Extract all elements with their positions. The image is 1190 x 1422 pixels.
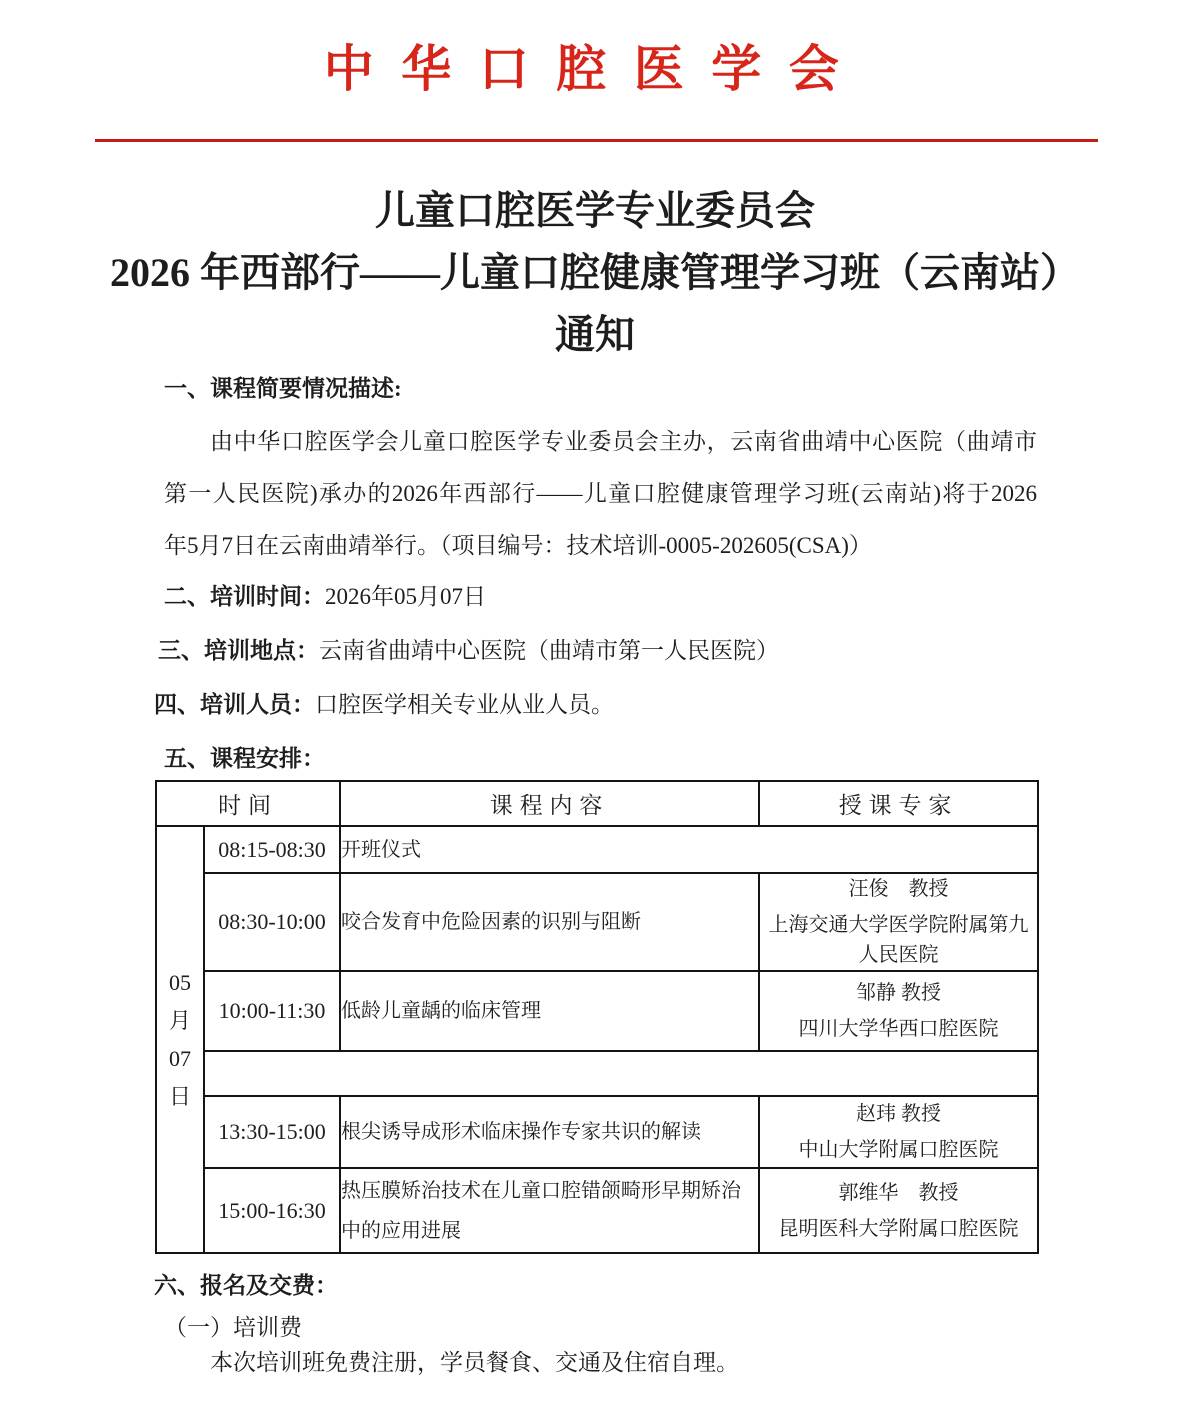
- col-header-content: 课程内容: [340, 781, 759, 826]
- expert-name: 汪俊 教授: [848, 878, 949, 900]
- section-2-value: 2026年05月07日: [325, 584, 486, 609]
- section-1-heading: 一、课程简要情况描述:: [164, 376, 402, 401]
- schedule-row-opening: [156, 826, 1038, 873]
- time-cell: 08:30-10:00: [204, 873, 340, 971]
- course-cell: 根尖诱导成形术临床操作专家共识的解读: [340, 1096, 759, 1168]
- intro-paragraph-line-1: 由中华口腔医学会儿童口腔医学专业委员会主办，云南省曲靖中心医院（曲靖市: [210, 429, 1037, 454]
- expert-name: 郭维华 教授: [838, 1181, 959, 1204]
- expert-affiliation: 中山大学附属口腔医院: [798, 1139, 999, 1161]
- section-4-training-audience: [154, 690, 1037, 720]
- intro-paragraph: [164, 416, 1037, 572]
- doc-title-line-2: 2026 年西部行——儿童口腔健康管理学习班（云南站）: [110, 250, 1080, 295]
- section-2-training-time: [164, 582, 1037, 612]
- expert-cell: [759, 1168, 1038, 1253]
- doc-title-line-1: 儿童口腔医学专业委员会: [375, 188, 815, 233]
- course-cell: 热压膜矫治技术在儿童口腔错颌畸形早期矫治中的应用进展: [340, 1168, 759, 1253]
- section-3-label: 三、培训地点：: [158, 638, 319, 663]
- expert-name: 赵玮 教授: [856, 1103, 941, 1125]
- time-cell: 08:15-08:30: [204, 826, 340, 873]
- date-day-char: 日: [168, 1083, 191, 1109]
- course-cell: 开班仪式: [340, 826, 1038, 873]
- expert-cell: [759, 971, 1038, 1051]
- section-3-value: 云南省曲靖中心医院（曲靖市第一人民医院）: [319, 638, 779, 663]
- section-2-label: 二、培训时间：: [164, 584, 325, 609]
- schedule-row-apexification: [156, 1096, 1038, 1168]
- time-cell: 10:00-11:30: [204, 971, 340, 1051]
- date-day-num: 07: [169, 1045, 191, 1071]
- expert-cell: [759, 1096, 1038, 1168]
- section-4-label: 四、培训人员：: [154, 692, 315, 717]
- header-rule-divider: [95, 139, 1098, 142]
- col-header-expert: 授课专家: [759, 781, 1038, 826]
- schedule-row-occlusion: [156, 873, 1038, 971]
- section-5-heading: 五、课程安排：: [164, 746, 325, 771]
- org-title: 中华口腔医学会: [323, 41, 867, 97]
- expert-affiliation: 上海交通大学医学院附属第九人民医院: [768, 914, 1029, 966]
- intro-paragraph-line-3: 年5月7日在云南曲靖举行。（项目编号：技术培训-0005-202605(CSA)）: [164, 533, 872, 558]
- expert-name: 邹静 教授: [856, 982, 941, 1004]
- doc-title-line-3: 通知: [555, 312, 635, 357]
- time-cell: 13:30-15:00: [204, 1096, 340, 1168]
- schedule-row-break: [156, 1051, 1038, 1096]
- schedule-table: [155, 780, 1039, 1254]
- expert-affiliation: 四川大学华西口腔医院: [798, 1018, 999, 1040]
- section-4-value: 口腔医学相关专业从业人员。: [315, 692, 614, 717]
- section-6-text: 本次培训班免费注册，学员餐食、交通及住宿自理。: [210, 1350, 739, 1375]
- date-stack: [157, 971, 203, 1109]
- course-cell: 低龄儿童龋的临床管理: [340, 971, 759, 1051]
- course-cell: 咬合发育中危险因素的识别与阻断: [340, 873, 759, 971]
- date-cell: [156, 826, 204, 1253]
- break-cell: [204, 1051, 1038, 1096]
- date-month-num: 05: [169, 969, 191, 995]
- date-month-char: 月: [168, 1007, 191, 1033]
- section-3-training-location: [158, 636, 1037, 666]
- schedule-row-caries: [156, 971, 1038, 1051]
- expert-cell: [759, 873, 1038, 971]
- section-6-heading: 六、报名及交费：: [154, 1273, 338, 1298]
- expert-affiliation: 昆明医科大学附属口腔医院: [778, 1217, 1019, 1240]
- document-title: [0, 180, 1190, 366]
- document-body: [154, 374, 1037, 1378]
- col-header-time: 时间: [156, 781, 340, 826]
- intro-paragraph-line-2: 第一人民医院)承办的2026年西部行——儿童口腔健康管理学习班(云南站)将于2026: [164, 481, 1037, 506]
- schedule-header-row: [156, 781, 1038, 826]
- schedule-row-thermoform: [156, 1168, 1038, 1253]
- time-cell: 15:00-16:30: [204, 1168, 340, 1253]
- section-6-sub1: （一）培训费: [164, 1315, 302, 1340]
